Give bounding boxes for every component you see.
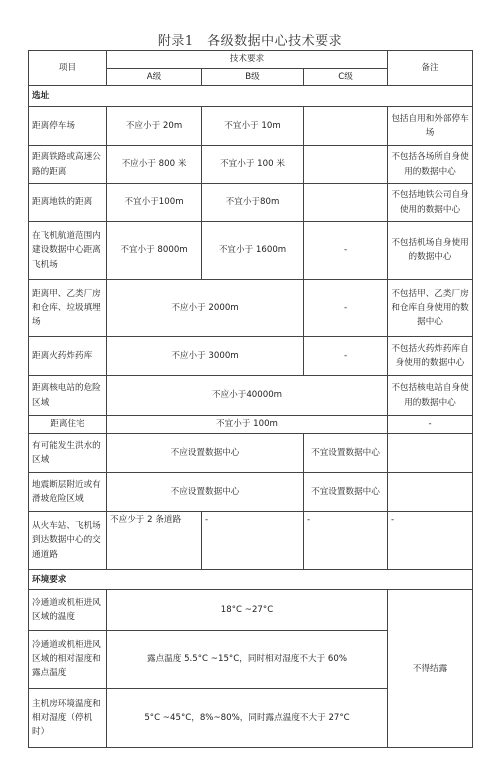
header-row bbox=[29, 51, 473, 69]
table-row bbox=[29, 415, 473, 434]
requirements-table bbox=[28, 50, 473, 748]
table-row bbox=[29, 106, 473, 145]
row-item: 距离火药炸药库 bbox=[29, 337, 107, 376]
header-grade-c: C级 bbox=[304, 68, 388, 86]
row-item: 地震断层附近或有滑坡危险区域 bbox=[29, 473, 107, 512]
row-grade-ab: 不应小于 2000m bbox=[107, 279, 304, 337]
row-grade-c: - bbox=[304, 512, 388, 570]
env-row-item: 冷通道或机柜进风区域的温度 bbox=[29, 590, 107, 630]
row-grade-c: 不宜设置数据中心 bbox=[304, 473, 388, 512]
row-item: 距离甲、乙类厂房和仓库、垃圾填埋场 bbox=[29, 279, 107, 337]
table-row bbox=[29, 337, 473, 376]
row-grade-a: 不宜小于 8000m bbox=[107, 222, 202, 280]
env-row-value: 5°C ~45°C，8%~80%，同时露点温度不大于 27°C bbox=[107, 689, 388, 748]
row-grade-ab: 不应小于 3000m bbox=[107, 337, 304, 376]
row-note: - bbox=[388, 415, 473, 434]
section-row-site bbox=[29, 86, 473, 107]
table-caption: 附录1 各级数据中心技术要求 bbox=[157, 34, 343, 49]
row-note bbox=[388, 434, 473, 473]
section-row-env bbox=[29, 569, 473, 590]
row-grade-a: 不宜小于100m bbox=[107, 184, 202, 222]
row-note: 不包括地铁公司自身使用的数据中心 bbox=[388, 184, 473, 222]
header-grade-a: A级 bbox=[107, 68, 202, 86]
row-grade-c bbox=[304, 145, 388, 183]
row-item: 有可能发生洪水的区域 bbox=[29, 434, 107, 473]
table-row bbox=[29, 590, 473, 630]
row-note: - bbox=[388, 512, 473, 570]
row-grade-a: 不应小于 800 米 bbox=[107, 145, 202, 183]
row-item: 距离核电站的危险区域 bbox=[29, 376, 107, 415]
row-item: 距离地铁的距离 bbox=[29, 184, 107, 222]
row-grade-c bbox=[304, 184, 388, 222]
row-item: 距离住宅 bbox=[29, 415, 107, 434]
table-row bbox=[29, 434, 473, 473]
row-grade-ab: 不应设置数据中心 bbox=[107, 473, 304, 512]
header-tech: 技术要求 bbox=[107, 51, 388, 69]
row-note: 不包括机场自身使用的数据中心 bbox=[388, 222, 473, 280]
table-row bbox=[29, 512, 473, 570]
env-row-item: 主机房环境温度和相对湿度（停机时） bbox=[29, 689, 107, 748]
row-note bbox=[388, 473, 473, 512]
row-note: 不包括甲、乙类厂房和仓库自身使用的数据中心 bbox=[388, 279, 473, 337]
table-row bbox=[29, 222, 473, 280]
row-grade-abc: 不应小于40000m bbox=[107, 376, 388, 415]
row-grade-a: 不应少于 2 条道路 bbox=[107, 512, 202, 570]
row-item: 距离停车场 bbox=[29, 106, 107, 145]
row-note: 不包括核电站自身使用的数据中心 bbox=[388, 376, 473, 415]
table-row bbox=[29, 145, 473, 183]
row-grade-ab: 不应设置数据中心 bbox=[107, 434, 304, 473]
env-row-value: 18°C ~27°C bbox=[107, 590, 388, 630]
row-grade-b: 不宜小于 10m bbox=[202, 106, 304, 145]
env-row-value: 露点温度 5.5°C ~15°C，同时相对湿度不大于 60% bbox=[107, 630, 388, 689]
row-item: 距离铁路或高速公路的距离 bbox=[29, 145, 107, 183]
row-item: 在飞机航道范围内建设数据中心距离飞机场 bbox=[29, 222, 107, 280]
row-note: 包括自用和外部停车场 bbox=[388, 106, 473, 145]
row-grade-c: - bbox=[304, 222, 388, 280]
row-note: 不包括各场所自身使用的数据中心 bbox=[388, 145, 473, 183]
row-grade-c bbox=[304, 106, 388, 145]
row-grade-b: 不宜小于 100 米 bbox=[202, 145, 304, 183]
section-env-label: 环境要求 bbox=[29, 569, 473, 590]
table-row bbox=[29, 376, 473, 415]
header-grade-b: B级 bbox=[202, 68, 304, 86]
row-grade-c: 不宜设置数据中心 bbox=[304, 434, 388, 473]
table-row bbox=[29, 279, 473, 337]
row-note: 不包括火药炸药库自身使用的数据中心 bbox=[388, 337, 473, 376]
header-item: 项目 bbox=[29, 51, 107, 86]
row-grade-b: 不宜小于80m bbox=[202, 184, 304, 222]
env-row-item: 冷通道或机柜进风区域的相对湿度和露点温度 bbox=[29, 630, 107, 689]
env-note: 不得结露 bbox=[388, 590, 473, 748]
row-grade-a: 不应小于 20m bbox=[107, 106, 202, 145]
header-note: 备注 bbox=[388, 51, 473, 86]
row-grade-b: - bbox=[202, 512, 304, 570]
row-item: 从火车站、飞机场到达数据中心的交通道路 bbox=[29, 512, 107, 570]
section-site-label: 选址 bbox=[29, 86, 473, 107]
row-grade-c: - bbox=[304, 279, 388, 337]
row-grade-abc: 不宜小于 100m bbox=[107, 415, 388, 434]
row-grade-c: - bbox=[304, 337, 388, 376]
row-grade-b: 不宜小于 1600m bbox=[202, 222, 304, 280]
table-row bbox=[29, 473, 473, 512]
table-row bbox=[29, 184, 473, 222]
